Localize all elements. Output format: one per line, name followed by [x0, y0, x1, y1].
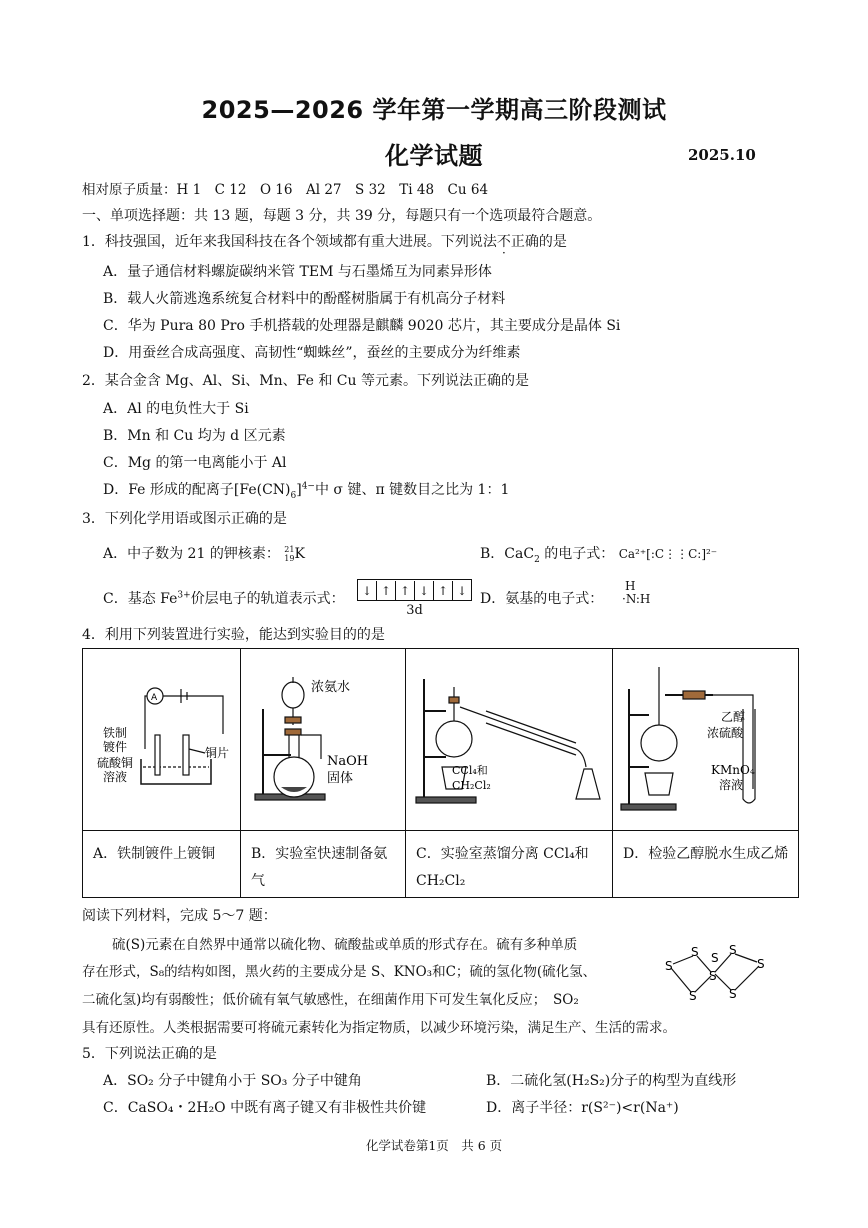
svg-text:铜片: 铜片 [205, 746, 230, 760]
option-d-caption: D．检验乙醇脱水生成乙烯 [613, 831, 799, 898]
apparatus-b-cell [241, 649, 406, 831]
reading-line-4: 具有还原性。人类根据需要可将硫元素转化为指定物质，以减少环境污染，满足生产、生活的需求。 [82, 1020, 676, 1036]
exam-date: 2025.10 [688, 146, 756, 164]
question-3-option-a: A．中子数为 21 的钾核素： 21 19 K [103, 545, 305, 563]
distillation-apparatus [406, 649, 612, 826]
reading-line-3: 二硫化氢)均有弱酸性；低价硫有氧气敏感性，在细菌作用下可发生氧化反应； SO₂ [82, 992, 579, 1008]
reading-line-2: 存在形式，S₈的结构如图，黑火药的主要成分是 S、KNO₃和C；硫的氢化物(硫化氢、 [82, 964, 597, 980]
svg-text:CCl₄和: CCl₄和 [452, 764, 488, 777]
svg-text:S: S [757, 957, 765, 971]
question-3-option-b: B．CaC$_2$ 的电子式： Ca²⁺[:C⋮⋮C:]²⁻ [480, 546, 718, 565]
svg-text:S: S [729, 987, 737, 1001]
svg-text:NaOH: NaOH [327, 754, 369, 769]
page-title: 2025—2026 学年第一学期高三阶段测试 [201, 96, 667, 124]
reading-intro: 阅读下列材料，完成 5～7 题： [82, 908, 277, 924]
section-heading: 一、单项选择题：共 13 题，每题 3 分，共 39 分，每题只有一个选项最符合题意。 [82, 208, 602, 224]
s8-structure [655, 940, 775, 1002]
question-1-stem: 1．科技强国，近年来我国科技在各个领域都有重大进展。下列说法不正确的是 [82, 234, 567, 250]
apparatus-d-cell [613, 649, 799, 831]
question-2-option-a: A．Al 的电负性大于 Si [103, 401, 249, 417]
svg-text:S: S [691, 945, 699, 959]
svg-text:铁制: 铁制 [103, 726, 128, 740]
page-subtitle: 化学试题 [385, 142, 483, 170]
page-footer: 化学试卷第1页 共 6 页 [365, 1138, 503, 1153]
svg-text:S: S [665, 959, 673, 973]
svg-text:S: S [729, 943, 737, 957]
question-5-option-a: A．SO₂ 分子中键角小于 SO₃ 分子中键角 [103, 1073, 362, 1089]
ethylene-apparatus [613, 649, 798, 826]
svg-text:乙醇: 乙醇 [721, 710, 746, 724]
svg-text:S: S [709, 969, 717, 983]
svg-text:KMnO₄: KMnO₄ [711, 763, 755, 777]
question-3-option-d: D．氨基的电子式： [480, 591, 604, 607]
option-c-caption: C．实验室蒸馏分离 CCl₄和 CH₂Cl₂ [406, 831, 613, 898]
question-2-option-d: D．Fe 形成的配离子$[Fe(CN)_6]^{4-}$中 σ 键、π 键数目之比为 1：1 [103, 481, 510, 501]
question-5-option-d: D．离子半径：r(S²⁻)<r(Na⁺) [486, 1100, 679, 1116]
option-a-caption: A．铁制镀件上镀铜 [83, 831, 241, 898]
apparatus-a-cell [83, 649, 241, 831]
svg-text:浓氨水: 浓氨水 [311, 680, 351, 695]
svg-text:镀件: 镀件 [103, 740, 128, 754]
question-3-stem: 3．下列化学用语或图示正确的是 [82, 511, 287, 527]
cac2-electron-formula: Ca²⁺[:C⋮⋮C:]²⁻ [618, 547, 718, 561]
svg-text:S: S [689, 989, 697, 1002]
question-2-option-c: C．Mg 的第一电离能小于 Al [103, 455, 287, 471]
question-1-option-c: C．华为 Pura 80 Pro 手机搭载的处理器是麒麟 9020 芯片，其主要成分是晶体 Si [103, 318, 621, 334]
svg-text:S: S [711, 951, 719, 965]
question-3-option-c: C．基态 $Fe^{3+}$价层电子的轨道表示式： [103, 590, 345, 607]
question-2-option-b: B．Mn 和 Cu 均为 d 区元素 [103, 428, 286, 444]
svg-text:固体: 固体 [327, 771, 354, 786]
ammonia-apparatus [241, 649, 405, 826]
question-1-option-d: D．用蚕丝合成高强度、高韧性“蜘蛛丝”，蚕丝的主要成分为纤维素 [103, 345, 521, 361]
electroplating-apparatus [83, 649, 240, 826]
svg-text:硫酸铜: 硫酸铜 [97, 756, 134, 770]
option-b-caption: B．实验室快速制备氨气 [241, 831, 406, 898]
amino-electron-formula: H ·N:H [622, 579, 651, 606]
ammeter-label: A [151, 693, 158, 703]
apparatus-c-cell [406, 649, 613, 831]
svg-text:溶液: 溶液 [103, 770, 128, 784]
question-5-option-b: B．二硫化氢(H₂S₂)分子的构型为直线形 [486, 1073, 737, 1089]
question-1-option-a: A．量子通信材料螺旋碳纳米管 TEM 与石墨烯互为同素异形体 [103, 264, 492, 280]
question-4-stem: 4．利用下列装置进行实验，能达到实验目的的是 [82, 627, 385, 643]
reading-line-1: 硫(S)元素在自然界中通常以硫化物、硫酸盐或单质的形式存在。硫有多种单质 [112, 937, 578, 953]
question-1-option-b: B．载人火箭逃逸系统复合材料中的酚醛树脂属于有机高分子材料 [103, 291, 506, 307]
atomic-mass-line: 相对原子质量：H 1 C 12 O 16 Al 27 S 32 Ti 48 Cu 64 [82, 182, 489, 198]
question-5-option-c: C．CaSO₄・2H₂O 中既有离子键又有非极性共价键 [103, 1100, 427, 1116]
orbital-label: 3d [406, 603, 423, 618]
question-2-stem: 2．某合金含 Mg、Al、Si、Mn、Fe 和 Cu 等元素。下列说法正确的是 [82, 373, 529, 389]
svg-text:浓硫酸: 浓硫酸 [707, 726, 744, 740]
svg-text:CH₂Cl₂: CH₂Cl₂ [452, 779, 491, 792]
question-5-stem: 5．下列说法正确的是 [82, 1046, 217, 1062]
svg-text:溶液: 溶液 [719, 778, 744, 792]
apparatus-table [82, 648, 799, 898]
orbital-diagram: ↓ ↑ ↑ ↓ ↑ ↓ 3d [357, 579, 472, 618]
